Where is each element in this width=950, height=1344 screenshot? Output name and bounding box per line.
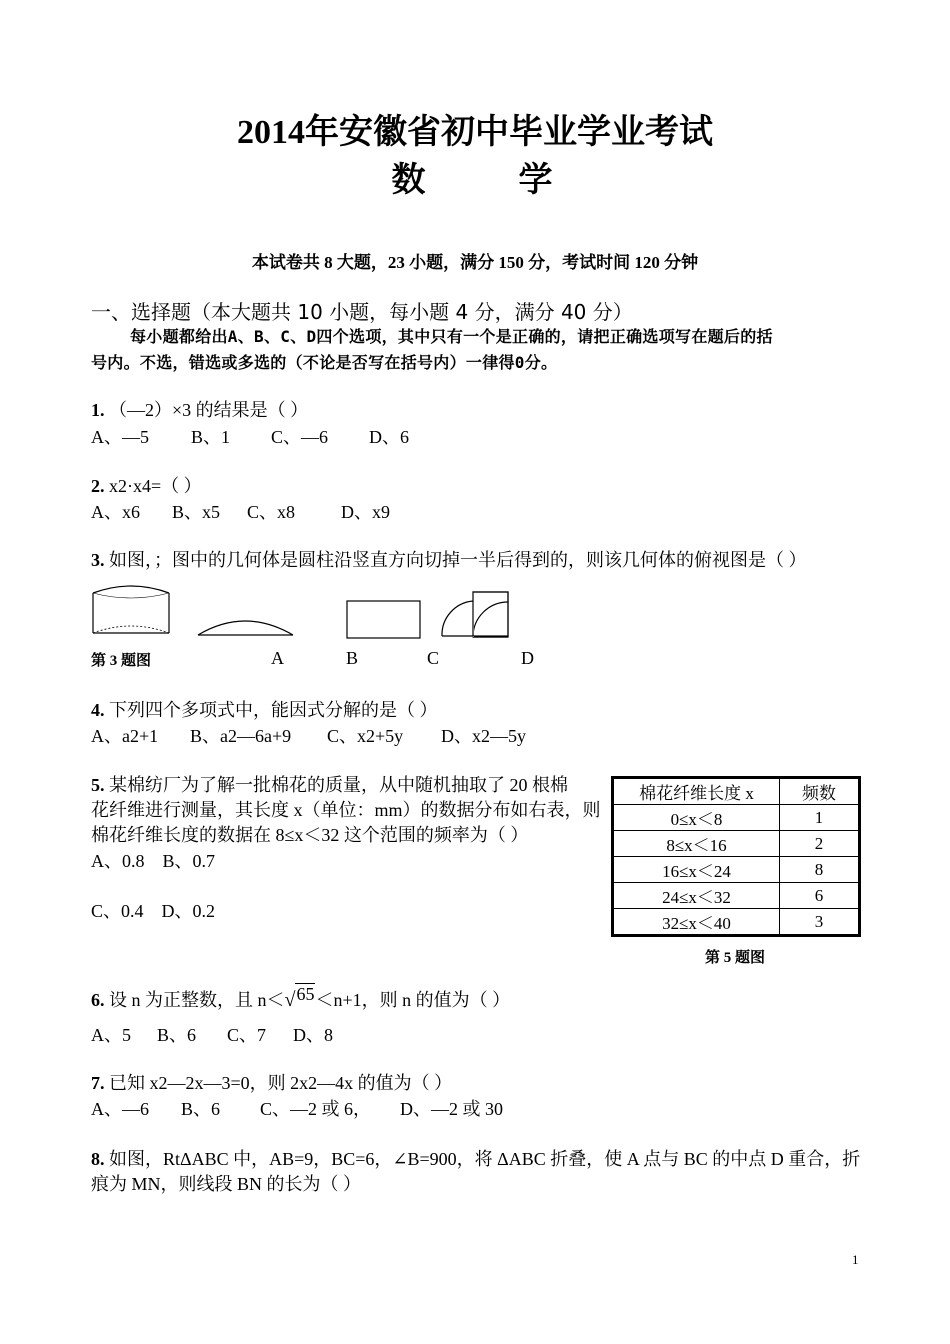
question-number: 8. <box>91 1149 105 1169</box>
instruction-line-1: 每小题都给出A、B、C、D四个选项，其中只有一个是正确的，请把正确选项写在题后的括 <box>130 327 773 346</box>
question-5-line-3: 棉花纤维长度的数据在 8≤x＜32 这个范围的频率为（ ） <box>91 825 529 845</box>
instruction-line-2: 号内。不选，错选或多选的（不论是否写在括号内）一律得0分。 <box>91 353 558 372</box>
section-heading: 一、选择题（本大题共 10 小题，每小题 4 分，满分 40 分） <box>91 300 633 324</box>
table-row <box>613 857 860 883</box>
table-row <box>613 831 860 857</box>
question-number: 7. <box>91 1073 105 1093</box>
question-number: 6. <box>91 990 105 1010</box>
question-1 <box>91 396 308 422</box>
figure-label-d: D <box>521 648 534 668</box>
question-6 <box>91 986 510 1012</box>
option-a: A、a2+1 <box>91 726 159 746</box>
option-b-figure <box>347 601 420 638</box>
question-text: 如图，RtΔABC 中，AB=9，BC=6，∠B=900，将 ΔABC 折叠，使 A 点与 BC 的中点 D 重合，折 <box>109 1149 861 1169</box>
question-5-line-1 <box>91 771 568 797</box>
question-text: 下列四个多项式中，能因式分解的是（ ） <box>109 700 438 720</box>
table-cell: 0≤x＜8 <box>613 805 780 831</box>
option-d: D、x2—5y <box>441 726 526 746</box>
option-d: D、—2 或 30 <box>400 1099 503 1119</box>
figure-3-caption: 第 3 题图 <box>91 653 152 669</box>
question-2 <box>91 472 202 498</box>
question-5-options-row-1: A、0.8 B、0.7 <box>91 851 216 871</box>
table-row <box>613 883 860 909</box>
option-b: B、x5 <box>172 502 221 522</box>
subject-title: 数 学 <box>391 162 559 199</box>
option-a-figure <box>198 621 293 635</box>
question-8-line-2: 痕为 MN，则线段 BN 的长为（ ） <box>91 1174 362 1194</box>
option-c: C、x2+5y <box>327 726 404 746</box>
half-cylinder-figure <box>93 586 169 633</box>
question-1-options <box>91 423 409 449</box>
option-a: A、5 <box>91 1025 131 1045</box>
question-7 <box>91 1069 452 1095</box>
table-cell: 6 <box>780 883 860 909</box>
table-row <box>613 805 860 831</box>
option-b: B、a2—6a+9 <box>190 726 292 746</box>
question-number: 1. <box>91 400 105 420</box>
question-text: （—2）×3 的结果是（ ） <box>109 400 309 420</box>
option-a: A、—5 <box>91 427 149 447</box>
option-c: C、7 <box>227 1025 267 1045</box>
table-header-row <box>613 778 860 805</box>
question-5-line-2: 花纤维进行测量，其长度 x（单位：mm）的数据分布如右表，则 <box>91 800 601 820</box>
question-number: 5. <box>91 775 105 795</box>
question-text: 如图，；图中的几何体是圆柱沿竖直方向切掉一半后得到的，则该几何体的俯视图是（ ） <box>109 550 807 570</box>
question-text-before: 设 n 为正整数，且 n＜ <box>109 990 285 1010</box>
figure-label-c: C <box>427 648 440 668</box>
option-b: B、6 <box>181 1099 221 1119</box>
question-4-options <box>91 722 526 748</box>
question-2-options <box>91 498 390 524</box>
frequency-table <box>611 776 861 937</box>
table-cell: 2 <box>780 831 860 857</box>
table-cell: 24≤x＜32 <box>613 883 780 909</box>
option-d: D、x9 <box>341 502 390 522</box>
table-cell: 32≤x＜40 <box>613 909 780 936</box>
table-cell: 3 <box>780 909 860 936</box>
option-b: B、1 <box>191 427 231 447</box>
table-header-cell: 频数 <box>780 778 860 805</box>
question-text: 已知 x2—2x—3=0，则 2x2—4x 的值为（ ） <box>109 1073 453 1093</box>
table-cell: 8 <box>780 857 860 883</box>
option-c: C、—6 <box>271 427 329 447</box>
table-row <box>613 909 860 936</box>
option-a: A、—6 <box>91 1099 149 1119</box>
table-cell: 16≤x＜24 <box>613 857 780 883</box>
question-7-options <box>91 1095 503 1121</box>
question-4 <box>91 696 438 722</box>
question-number: 4. <box>91 700 105 720</box>
option-cd-figure <box>430 590 530 640</box>
exam-info: 本试卷共 8 大题，23 小题，满分 150 分，考试时间 120 分钟 <box>251 253 699 272</box>
option-c: C、x8 <box>247 502 296 522</box>
question-number: 2. <box>91 476 105 496</box>
question-5-options-row-2: C、0.4 D、0.2 <box>91 901 216 921</box>
sqrt-radicand: 65 <box>296 984 315 1004</box>
question-3 <box>91 546 807 572</box>
table-cell: 8≤x＜16 <box>613 831 780 857</box>
exam-title: 2014年安徽省初中毕业学业考试 <box>237 114 713 151</box>
question-8-line-1 <box>91 1145 860 1171</box>
question-text-after: ＜n+1，则 n 的值为（ ） <box>315 990 511 1010</box>
question-6-options <box>91 1021 333 1047</box>
option-a: A、x6 <box>91 502 140 522</box>
page-number: 1 <box>852 1252 859 1267</box>
figure-label-b: B <box>346 648 359 668</box>
figure-5-caption: 第 5 题图 <box>705 950 766 966</box>
option-c: C、—2 或 6， <box>260 1099 372 1119</box>
option-d: D、6 <box>369 427 409 447</box>
question-number: 3. <box>91 550 105 570</box>
figure-label-a: A <box>271 648 284 668</box>
question-text: x2·x4=（ ） <box>109 476 202 496</box>
sqrt-symbol: √ <box>284 989 296 1011</box>
table-cell: 1 <box>780 805 860 831</box>
table-header-cell: 棉花纤维长度 x <box>613 778 780 805</box>
option-d: D、8 <box>293 1025 333 1045</box>
option-b: B、6 <box>157 1025 197 1045</box>
question-text: 某棉纺厂为了解一批棉花的质量，从中随机抽取了 20 根棉 <box>109 775 568 795</box>
